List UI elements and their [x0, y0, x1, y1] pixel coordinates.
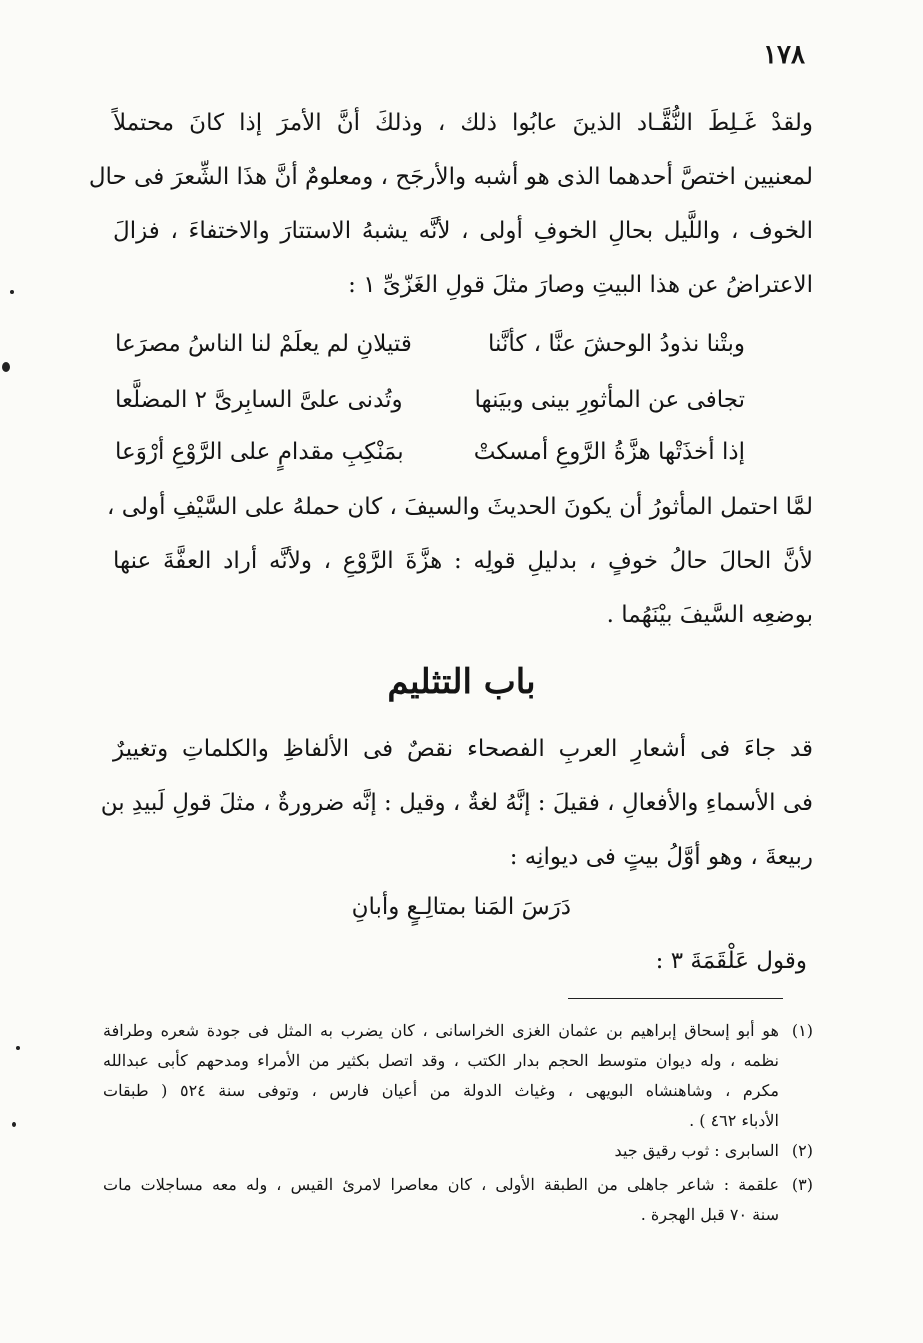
footnote-line: مكرم ، وشاهنشاه البويهى ، وغياث الدولة من أعيان فارس ، وتوفى سنة ٥٢٤ ( طبقات [103, 1081, 780, 1100]
verse-first-hemistich: تجافى عن المأثورِ بينى وبيَنها [474, 387, 745, 413]
paragraph-3 [100, 722, 813, 884]
footnote-separator [568, 998, 783, 999]
footnote-body [103, 1016, 779, 1136]
text-line: لمعنيين اختصَّ أحدهما الذى هو أشبه والأرجَح ، ومعلومٌ أنَّ هذَا الشِّعرَ فى حال [88, 164, 813, 190]
verse-line [115, 372, 745, 428]
text-line: فى الأسماءِ والأفعالِ ، فقيلَ : إنَّهُ لغةٌ ، وقيل : إنَّه ضرورةٌ ، مثلَ قولِ لَبيدِ بن [100, 790, 813, 816]
verse-line [115, 316, 745, 372]
text-line: ولقدْ غَـلِطَ النُّقَّـاد الذينَ عابُوا ذلك ، وذلكَ أنَّ الأمرَ إذا كانَ محتملاً [113, 110, 813, 136]
scan-speck [2, 362, 10, 372]
text-line: الخوف ، واللَّيل بحالِ الخوفِ أولى ، لأنَّه يشبهُ الاستتارَ والاختفاءَ ، فزالَ [113, 218, 813, 244]
footnote-1 [103, 1016, 813, 1136]
text-line: بوضعِه السَّيفَ بيْنَهُما . [606, 602, 813, 628]
footnote-line: نظمه ، وله ديوان متوسط الحجم بدار الكتب ، وقد اتصل بكثير من الأمراء ومدحهم كأبى عبدالله [103, 1051, 779, 1070]
scan-speck [10, 290, 14, 294]
footnote-body [103, 1136, 779, 1166]
footnote-line: هو أبو إسحاق إبراهيم بن عثمان الغزى الخراسانى ، كان يضرب به المثل فى جودة شعره وطرافة [103, 1021, 779, 1040]
footnote-number: (٢) [791, 1141, 813, 1160]
verse-first-hemistich: إذا أخذَتْها هزَّةُ الرَّوعِ أمسكتْ [473, 439, 745, 465]
footnote-number: (٣) [791, 1175, 813, 1194]
verse-second-hemistich: قتيلانِ لم يعلَمْ لنا الناسُ مصرَعا [115, 331, 412, 357]
page-number: ١٧٨ [763, 40, 805, 70]
scan-speck [16, 1046, 20, 1050]
footnote-line: السابرى : ثوب رقيق جيد [614, 1141, 779, 1160]
verse-first-hemistich: وبتْنا نذودُ الوحشَ عنَّا ، كأنَّنا [488, 331, 745, 357]
quoted-verse: دَرَسَ المَنا بمتالِـعٍ وأبانِ [351, 894, 571, 920]
footnote-number: (١) [791, 1021, 813, 1040]
footnote-line: علقمة : شاعر جاهلى من الطبقة الأولى ، كان معاصرا لامرئ القيس ، وله معه مساجلات مات [103, 1175, 779, 1194]
paragraph-1 [88, 96, 813, 312]
text-line: ربيعةَ ، وهو أوَّلُ بيتٍ فى ديوانِه : [509, 844, 813, 870]
scan-speck [12, 1122, 16, 1127]
footnote-line: الأدباء ٤٦٢ ) . [689, 1111, 779, 1130]
quote-intro: وقول عَلْقَمَةَ ٣ : [655, 948, 807, 974]
paragraph-2 [107, 480, 813, 642]
verse-line [115, 424, 745, 480]
footnote-line: سنة ٧٠ قبل الهجرة . [640, 1205, 779, 1224]
text-line: لأنَّ الحالَ حالُ خوفٍ ، بدليلِ قولِه : هزَّةَ الرَّوْعِ ، ولأنَّه أراد العفَّةَ عنها [113, 548, 813, 574]
verse-second-hemistich: بمَنْكِبِ مقدامٍ على الرَّوْعِ أرْوَعا [115, 439, 404, 465]
text-line: لمَّا احتمل المأثورُ أن يكونَ الحديثَ والسيفَ ، كان حملهُ على السَّيْفِ أولى ، [107, 494, 813, 520]
verse-second-hemistich: وتُدنى علىَّ السابِرىَّ ٢ المضلَّعا [115, 387, 403, 413]
footnote-body [103, 1170, 779, 1230]
footnote-3 [103, 1170, 813, 1230]
text-line: الاعتراضُ عن هذا البيتِ وصارَ مثلَ قولِ الغَزّىِّ ١ : [348, 272, 813, 298]
text-line: قد جاءَ فى أشعارِ العربِ الفصحاء نقصٌ فى الألفاظِ والكلماتِ وتغييرٌ [113, 736, 813, 762]
section-title: باب التثليم [387, 662, 536, 702]
footnote-2 [103, 1136, 813, 1166]
